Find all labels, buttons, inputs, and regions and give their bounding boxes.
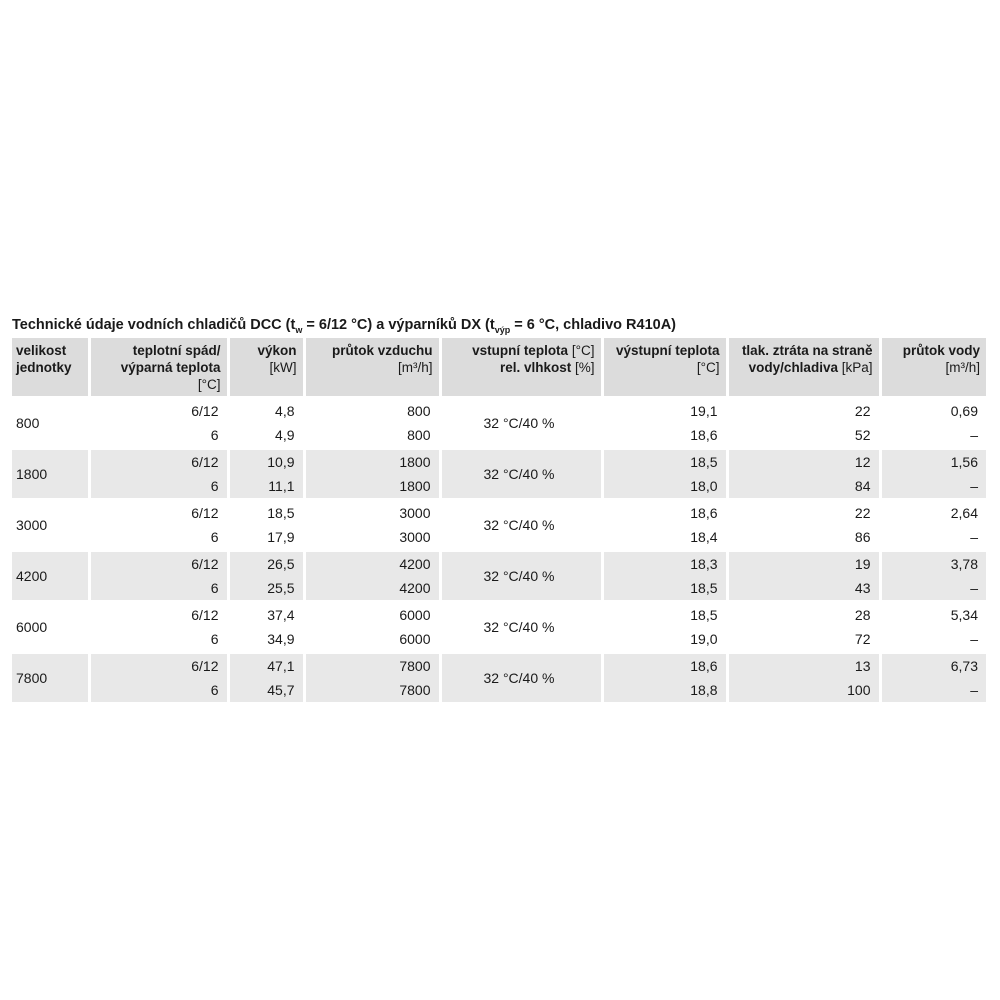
output-cell: 26,5 bbox=[228, 551, 304, 577]
unit-size-cell: 3000 bbox=[12, 500, 89, 551]
output-cell: 47,1 bbox=[228, 653, 304, 679]
gradient-cell: 6 bbox=[89, 525, 228, 551]
unit-size-cell: 4200 bbox=[12, 551, 89, 602]
gradient-cell: 6/12 bbox=[89, 500, 228, 526]
header-temperature-gradient-line2: výparná teplota bbox=[120, 360, 221, 375]
output-cell: 25,5 bbox=[228, 576, 304, 602]
airflow-cell: 800 bbox=[304, 423, 440, 449]
unit-size-cell: 800 bbox=[12, 398, 89, 449]
unit-group-4200 bbox=[12, 551, 986, 602]
table-caption bbox=[12, 316, 988, 338]
water-flow-cell: 6,73 bbox=[880, 653, 986, 679]
output-cell: 17,9 bbox=[228, 525, 304, 551]
output-cell: 11,1 bbox=[228, 474, 304, 500]
airflow-cell: 800 bbox=[304, 398, 440, 424]
gradient-cell: 6/12 bbox=[89, 653, 228, 679]
airflow-cell: 1800 bbox=[304, 449, 440, 475]
airflow-cell: 4200 bbox=[304, 551, 440, 577]
outlet-temp-cell: 18,3 bbox=[602, 551, 727, 577]
airflow-cell: 4200 bbox=[304, 576, 440, 602]
unit-size-cell: 6000 bbox=[12, 602, 89, 653]
water-flow-cell: – bbox=[880, 423, 986, 449]
header-temperature-gradient bbox=[89, 338, 228, 398]
gradient-cell: 6 bbox=[89, 474, 228, 500]
pressure-loss-cell: 12 bbox=[727, 449, 880, 475]
gradient-cell: 6 bbox=[89, 423, 228, 449]
header-airflow-unit: [m³/h] bbox=[397, 360, 433, 375]
header-pressure-loss-line1: tlak. ztráta na straně bbox=[741, 343, 873, 358]
caption-part-2: = 6/12 °C) a výparníků DX (t bbox=[302, 317, 495, 333]
caption-subscript-w: w bbox=[295, 324, 303, 335]
pressure-loss-cell: 72 bbox=[727, 627, 880, 653]
pressure-loss-cell: 28 bbox=[727, 602, 880, 628]
unit-group-7800 bbox=[12, 653, 986, 703]
outlet-temp-cell: 18,6 bbox=[602, 653, 727, 679]
water-flow-cell: 3,78 bbox=[880, 551, 986, 577]
header-output bbox=[228, 338, 304, 398]
header-temperature-gradient-unit: [°C] bbox=[197, 377, 221, 392]
outlet-temp-cell: 18,5 bbox=[602, 449, 727, 475]
header-inlet-temperature-line1: vstupní teplota bbox=[472, 343, 569, 358]
header-unit-size bbox=[12, 338, 89, 398]
inlet-condition-cell: 32 °C/40 % bbox=[440, 551, 602, 602]
unit-size-cell: 1800 bbox=[12, 449, 89, 500]
inlet-condition-cell: 32 °C/40 % bbox=[440, 602, 602, 653]
pressure-loss-cell: 13 bbox=[727, 653, 880, 679]
gradient-cell: 6/12 bbox=[89, 398, 228, 424]
header-output-line1: výkon bbox=[257, 343, 297, 358]
header-humidity-unit: [%] bbox=[574, 360, 595, 375]
pressure-loss-cell: 100 bbox=[727, 678, 880, 702]
gradient-cell: 6 bbox=[89, 678, 228, 702]
header-pressure-loss bbox=[727, 338, 880, 398]
header-water-flow bbox=[880, 338, 986, 398]
output-cell: 37,4 bbox=[228, 602, 304, 628]
header-outlet-temperature-line1: výstupní teplota bbox=[615, 343, 720, 358]
airflow-cell: 7800 bbox=[304, 678, 440, 702]
water-flow-cell: – bbox=[880, 678, 986, 702]
output-cell: 4,9 bbox=[228, 423, 304, 449]
table-row bbox=[12, 551, 986, 577]
airflow-cell: 6000 bbox=[304, 602, 440, 628]
output-cell: 10,9 bbox=[228, 449, 304, 475]
caption-part-1: Technické údaje vodních chladičů DCC (t bbox=[12, 317, 296, 333]
water-flow-cell: 0,69 bbox=[880, 398, 986, 424]
caption-part-3: = 6 °C, chladivo R410A) bbox=[510, 317, 676, 333]
header-airflow-line1: průtok vzduchu bbox=[332, 343, 433, 358]
water-flow-cell: – bbox=[880, 525, 986, 551]
caption-subscript-vyp: výp bbox=[494, 324, 511, 335]
inlet-condition-cell: 32 °C/40 % bbox=[440, 449, 602, 500]
pressure-loss-cell: 19 bbox=[727, 551, 880, 577]
airflow-cell: 6000 bbox=[304, 627, 440, 653]
header-water-flow-unit: [m³/h] bbox=[945, 360, 980, 375]
header-outlet-temperature-unit: [°C] bbox=[696, 360, 720, 375]
pressure-loss-cell: 84 bbox=[727, 474, 880, 500]
unit-group-800 bbox=[12, 398, 986, 449]
gradient-cell: 6/12 bbox=[89, 602, 228, 628]
pressure-loss-cell: 22 bbox=[727, 500, 880, 526]
header-output-unit: [kW] bbox=[269, 360, 297, 375]
pressure-loss-cell: 86 bbox=[727, 525, 880, 551]
table-header bbox=[12, 338, 986, 398]
airflow-cell: 3000 bbox=[304, 500, 440, 526]
table-row bbox=[12, 653, 986, 679]
pressure-loss-cell: 22 bbox=[727, 398, 880, 424]
pressure-loss-cell: 52 bbox=[727, 423, 880, 449]
gradient-cell: 6/12 bbox=[89, 551, 228, 577]
water-flow-cell: 5,34 bbox=[880, 602, 986, 628]
spec-table-section bbox=[12, 316, 988, 702]
gradient-cell: 6 bbox=[89, 627, 228, 653]
gradient-cell: 6/12 bbox=[89, 449, 228, 475]
outlet-temp-cell: 18,4 bbox=[602, 525, 727, 551]
inlet-condition-cell: 32 °C/40 % bbox=[440, 398, 602, 449]
water-flow-cell: – bbox=[880, 474, 986, 500]
header-water-flow-line1: průtok vody bbox=[902, 343, 980, 358]
table-row bbox=[12, 449, 986, 475]
water-flow-cell: – bbox=[880, 576, 986, 602]
header-inlet-temperature-line2: rel. vlhkost bbox=[499, 360, 572, 375]
header-pressure-loss-unit: [kPa] bbox=[841, 360, 873, 375]
water-flow-cell: 2,64 bbox=[880, 500, 986, 526]
table-row bbox=[12, 602, 986, 628]
header-outlet-temperature bbox=[602, 338, 727, 398]
water-flow-cell: 1,56 bbox=[880, 449, 986, 475]
output-cell: 34,9 bbox=[228, 627, 304, 653]
unit-size-cell: 7800 bbox=[12, 653, 89, 703]
outlet-temp-cell: 18,5 bbox=[602, 602, 727, 628]
output-cell: 4,8 bbox=[228, 398, 304, 424]
outlet-temp-cell: 19,1 bbox=[602, 398, 727, 424]
inlet-condition-cell: 32 °C/40 % bbox=[440, 500, 602, 551]
header-inlet-temperature-unit: [°C] bbox=[571, 343, 595, 358]
pressure-loss-cell: 43 bbox=[727, 576, 880, 602]
airflow-cell: 3000 bbox=[304, 525, 440, 551]
airflow-cell: 1800 bbox=[304, 474, 440, 500]
outlet-temp-cell: 18,6 bbox=[602, 423, 727, 449]
header-airflow bbox=[304, 338, 440, 398]
outlet-temp-cell: 18,0 bbox=[602, 474, 727, 500]
unit-group-3000 bbox=[12, 500, 986, 551]
outlet-temp-cell: 18,8 bbox=[602, 678, 727, 702]
outlet-temp-cell: 18,5 bbox=[602, 576, 727, 602]
header-unit-size-line2: jednotky bbox=[16, 360, 72, 375]
output-cell: 45,7 bbox=[228, 678, 304, 702]
header-temperature-gradient-line1: teplotní spád/ bbox=[132, 343, 221, 358]
unit-group-6000 bbox=[12, 602, 986, 653]
water-flow-cell: – bbox=[880, 627, 986, 653]
airflow-cell: 7800 bbox=[304, 653, 440, 679]
spec-table bbox=[12, 338, 986, 702]
table-row bbox=[12, 500, 986, 526]
outlet-temp-cell: 18,6 bbox=[602, 500, 727, 526]
table-row bbox=[12, 398, 986, 424]
unit-group-1800 bbox=[12, 449, 986, 500]
header-unit-size-line1: velikost bbox=[16, 343, 67, 358]
output-cell: 18,5 bbox=[228, 500, 304, 526]
header-pressure-loss-line2: vody/chladiva bbox=[748, 360, 838, 375]
gradient-cell: 6 bbox=[89, 576, 228, 602]
inlet-condition-cell: 32 °C/40 % bbox=[440, 653, 602, 703]
header-inlet-temperature bbox=[440, 338, 602, 398]
outlet-temp-cell: 19,0 bbox=[602, 627, 727, 653]
